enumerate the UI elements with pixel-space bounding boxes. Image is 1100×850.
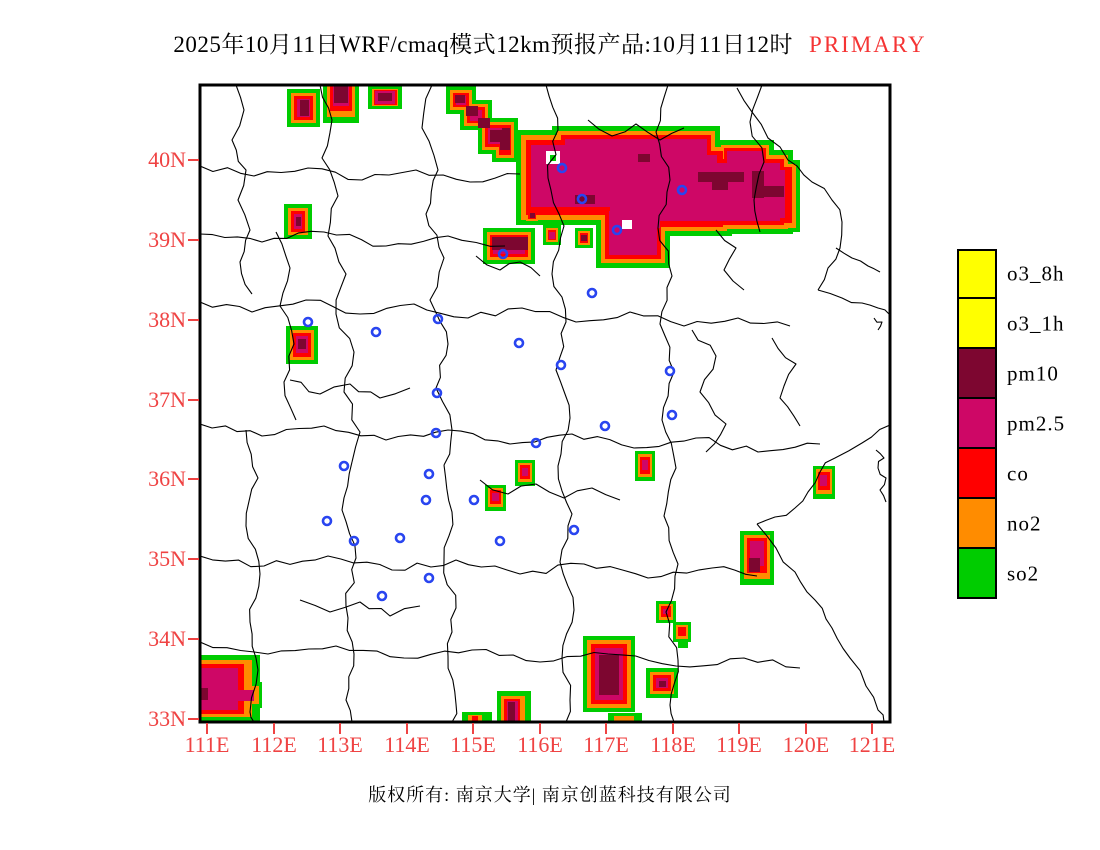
pollution-area-pm10 [508, 702, 515, 721]
lon-label-118E: 118E [650, 732, 696, 757]
boundary-line [757, 524, 884, 722]
boundary-line [422, 85, 452, 465]
pollution-area-pm10 [530, 213, 535, 218]
pollution-area-pm25 [820, 475, 827, 486]
lon-label-121E: 121E [848, 732, 896, 757]
city-marker [668, 411, 676, 419]
legend-item-no2 [957, 499, 1042, 549]
city-marker [588, 289, 596, 297]
legend-label: o3_1h [1007, 311, 1065, 336]
boundary-line [200, 424, 820, 452]
lat-label-40N: 40N [148, 147, 186, 172]
pollution-hole [622, 220, 632, 229]
city-marker [557, 361, 565, 369]
lat-label-39N: 39N [148, 227, 186, 252]
pollution-area-pm10 [298, 339, 306, 349]
city-marker [350, 537, 358, 545]
legend-label: pm2.5 [1007, 411, 1066, 436]
pollution-area-pm10 [581, 235, 587, 241]
city-marker [432, 429, 440, 437]
legend-item-pm2.5 [957, 399, 1066, 449]
title-primary-tag: PRIMARY [809, 32, 927, 57]
pollution-area-pm25 [549, 232, 555, 239]
city-marker [496, 537, 504, 545]
city-marker [422, 496, 430, 504]
city-marker [434, 315, 442, 323]
legend-item-o3_8h [957, 249, 1065, 299]
pollution-area-pm10 [749, 558, 760, 572]
pollution-area-co [472, 716, 478, 721]
pollution-area-pm10 [478, 118, 490, 128]
lon-label-112E: 112E [251, 732, 297, 757]
lon-label-120E: 120E [782, 732, 830, 757]
city-marker [425, 574, 433, 582]
pollution-area-pm10 [752, 171, 764, 198]
city-marker [396, 534, 404, 542]
boundary-line [692, 330, 726, 452]
lat-label-38N: 38N [148, 307, 186, 332]
pollution-area-pm10 [334, 85, 348, 103]
legend-swatch-pm10 [957, 349, 997, 399]
pollution-area-pm25 [642, 460, 648, 470]
legend-swatch-so2 [957, 549, 997, 599]
boundary-line [876, 450, 886, 502]
lon-label-117E: 117E [583, 732, 629, 757]
pollution-area-so2 [678, 640, 688, 648]
boundary-line [200, 556, 757, 578]
pollution-area-pm10 [599, 655, 619, 695]
pollution-area-pm10 [698, 172, 744, 182]
city-marker [323, 517, 331, 525]
legend-label: pm10 [1007, 361, 1059, 386]
boundary-line [836, 248, 880, 272]
lat-label-36N: 36N [148, 466, 186, 491]
boundary-line [772, 338, 800, 426]
legend-swatch-no2 [957, 499, 997, 549]
lat-label-35N: 35N [148, 546, 186, 571]
pollution-area-pm10 [296, 217, 301, 226]
legend-label: so2 [1007, 561, 1040, 586]
boundary-line [300, 600, 420, 616]
boundary-line [874, 318, 882, 330]
city-marker [601, 422, 609, 430]
pollutant-legend [957, 249, 1066, 599]
legend-label: no2 [1007, 511, 1042, 536]
city-marker [378, 592, 386, 600]
pollution-area-pm10 [492, 237, 528, 250]
boundary-line [716, 230, 744, 290]
lat-label-37N: 37N [148, 387, 186, 412]
pollution-area-pm10 [638, 154, 650, 162]
city-marker [666, 367, 674, 375]
legend-item-pm10 [957, 349, 1059, 399]
city-marker [433, 389, 441, 397]
lon-label-116E: 116E [517, 732, 563, 757]
pollution-area-pm10 [378, 93, 392, 101]
pollution-area-pm10 [455, 95, 465, 103]
city-marker [570, 526, 578, 534]
city-marker [515, 339, 523, 347]
boundary-line [342, 462, 356, 722]
pollution-area-pm10 [502, 128, 510, 150]
city-marker [340, 462, 348, 470]
legend-label: co [1007, 461, 1029, 486]
boundary-line [290, 380, 410, 398]
legend-item-co [957, 449, 1029, 499]
pollution-area-pm10 [764, 186, 784, 197]
pollution-area-pm10 [659, 681, 666, 687]
lon-label-113E: 113E [317, 732, 363, 757]
title-main: 2025年10月11日WRF/cmaq模式12km预报产品:10月11日12时 [173, 32, 794, 57]
pollution-area-pm25 [522, 468, 528, 476]
pollution-area-pm25 [610, 180, 660, 228]
boundary-line [200, 300, 790, 326]
boundary-line [200, 642, 800, 668]
pollution-area-pm10 [712, 182, 728, 190]
pollution-area-pm25 [492, 493, 499, 501]
legend-label: o3_8h [1007, 261, 1065, 286]
legend-swatch-pm2.5 [957, 399, 997, 449]
legend-item-o3_1h [957, 299, 1065, 349]
pollution-area-pm10 [300, 100, 309, 116]
legend-swatch-o3_8h [957, 249, 997, 299]
lat-label-34N: 34N [148, 626, 186, 651]
pollution-area-co [678, 627, 686, 636]
boundary-line [818, 290, 890, 315]
lon-label-114E: 114E [384, 732, 430, 757]
pollution-area-pm10 [466, 106, 478, 116]
boundary-line [444, 465, 457, 722]
legend-swatch-co [957, 449, 997, 499]
lon-label-111E: 111E [184, 732, 230, 757]
boundary-line [320, 85, 360, 462]
pollution-layer [200, 85, 835, 722]
copyright-text: 版权所有: 南京大学| 南京创蓝科技有限公司 [368, 785, 732, 805]
city-marker [532, 439, 540, 447]
boundary-line [232, 85, 252, 294]
lat-label-33N: 33N [148, 706, 186, 731]
boundary-line [200, 166, 520, 182]
city-marker [372, 328, 380, 336]
pollution-area-pm10 [490, 130, 502, 142]
legend-item-so2 [957, 549, 1040, 599]
legend-swatch-o3_1h [957, 299, 997, 349]
lon-label-119E: 119E [716, 732, 762, 757]
city-marker [304, 318, 312, 326]
lon-label-115E: 115E [450, 732, 496, 757]
city-marker [425, 470, 433, 478]
city-marker [470, 496, 478, 504]
